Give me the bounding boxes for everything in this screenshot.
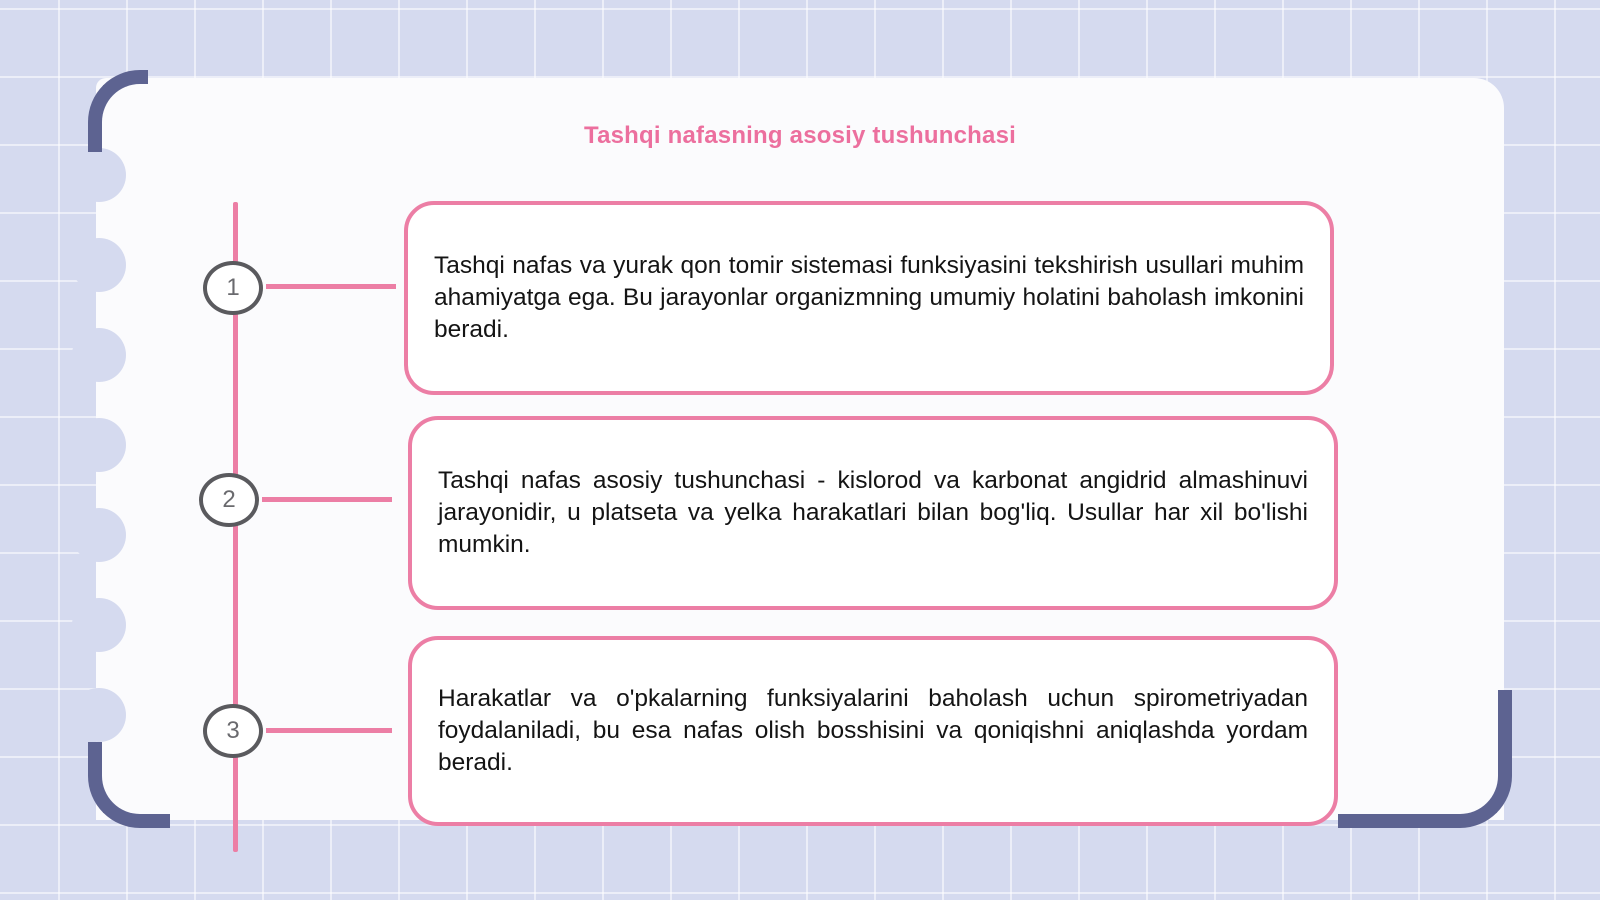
step-number-2 (199, 473, 259, 527)
step-text-2: Tashqi nafas asosiy tushunchasi - kislorod va karbonat angidrid almashinuvi jarayonidir, u platseta va yelka harakatlari bilan bog'liq. Usullar har xil bo'lishi mumkin. (438, 467, 1308, 558)
step-number-3 (203, 704, 263, 758)
step-text-1: Tashqi nafas va yurak qon tomir sistemasi funksiyasini tekshirish usullari muhim ahamiyatga ega. Bu jarayonlar organizmning umumiy holatini baholash imkonini beradi. (434, 252, 1304, 343)
step-connector-2 (262, 497, 392, 502)
paper-scallop (72, 238, 126, 292)
paper-scallop (72, 688, 126, 742)
paper-scallop (72, 148, 126, 202)
step-text-3: Harakatlar va o'pkalarning funksiyalarini baholash uchun spirometriyadan foydalaniladi, bu esa nafas olish bosshisini va qoniqishni aniqlashda yordam beradi. (438, 685, 1308, 776)
step-card-3 (408, 636, 1338, 826)
step-number-label: 3 (226, 717, 240, 744)
step-number-1 (203, 261, 263, 315)
paper-scallop (72, 328, 126, 382)
step-card-2 (408, 416, 1338, 610)
step-card-1 (404, 201, 1334, 395)
step-connector-1 (266, 284, 396, 289)
frame-corner-bottom-right (1338, 690, 1512, 828)
step-number-label: 2 (222, 486, 236, 513)
paper-scallop (72, 508, 126, 562)
step-connector-3 (266, 728, 392, 733)
paper-scallop (72, 598, 126, 652)
step-number-label: 1 (226, 274, 240, 301)
slide-title-text: Tashqi nafasning asosiy tushunchasi (584, 122, 1016, 149)
slide-title (0, 122, 1600, 150)
paper-scallop (72, 418, 126, 472)
